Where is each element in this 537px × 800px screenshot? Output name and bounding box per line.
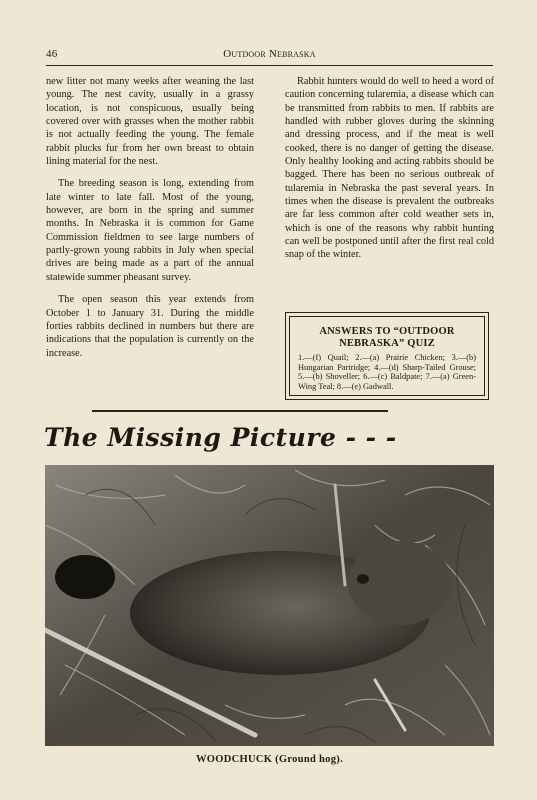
page-header	[46, 48, 493, 64]
quiz-title-line: NEBRASKA” QUIZ	[339, 338, 435, 349]
page-number: 46	[46, 48, 58, 60]
left-column	[46, 75, 254, 369]
header-rule	[46, 65, 493, 66]
quiz-answers-box	[285, 312, 489, 400]
paragraph: The breeding season is long, extending from late winter to late fall. Most of the young, however, are born in the spring and summer months. In Nebraska it is common for Game Commission fieldmen to see large numbers of partly-grown young rabbits in July when special drives are being made as a part of the annual statewide summer pheasant survey.	[46, 178, 254, 283]
quiz-title	[290, 326, 484, 350]
quiz-inner-border	[289, 316, 485, 396]
woodchuck-photo	[45, 465, 494, 746]
feature-title: The Missing Picture - - -	[44, 423, 397, 452]
right-column	[285, 75, 494, 271]
section-divider	[92, 410, 388, 412]
photo-caption: WOODCHUCK (Ground hog).	[195, 754, 343, 765]
paragraph: new litter not many weeks after weaning the last young. The nest cavity, usually in a grassy location, is not conspicuous, usually being covered over with grasses when the mother rabbit is not actually feeding the young. The female rabbit plucks fur from her own breast to obtain lining material for the nest.	[46, 76, 254, 168]
paragraph: The open season this year extends from October 1 to January 31. During the middle forties rabbits declined in numbers but there are indications that the population is currently on the increase.	[46, 294, 254, 359]
quiz-title-line: ANSWERS TO “OUTDOOR	[319, 326, 455, 337]
magazine-name: Outdoor Nebraska	[223, 48, 316, 60]
paragraph: Rabbit hunters would do well to heed a word of caution concerning tularemia, a disease which can be transmitted from rabbits to men. If rabbits are handled with rubber gloves during the skinning and dressing process, and if the meat is well cooked, there is no danger of getting the disease. Only healthy looking and acting rabbits should be bagged. There has been no serious outbreak of tularemia in Nebraska the past several years. In times when the disease is prevalent the outbreaks are far less common after cold weather sets in, which is one of the reasons why rabbit hunting can well be postponed until after the first real cold snap of the winter.	[285, 76, 494, 261]
quiz-answers: 1.—(f) Quail; 2.—(a) Prairie Chicken; 3.—(b) Hungarian Partridge; 4.—(d) Sharp-Tailed Grouse; 5.—(b) Shoveller; 6.—(c) Baldpate; 7.—(a) Green-Wing Teal; 8.—(e) Gadwall.	[298, 353, 476, 391]
